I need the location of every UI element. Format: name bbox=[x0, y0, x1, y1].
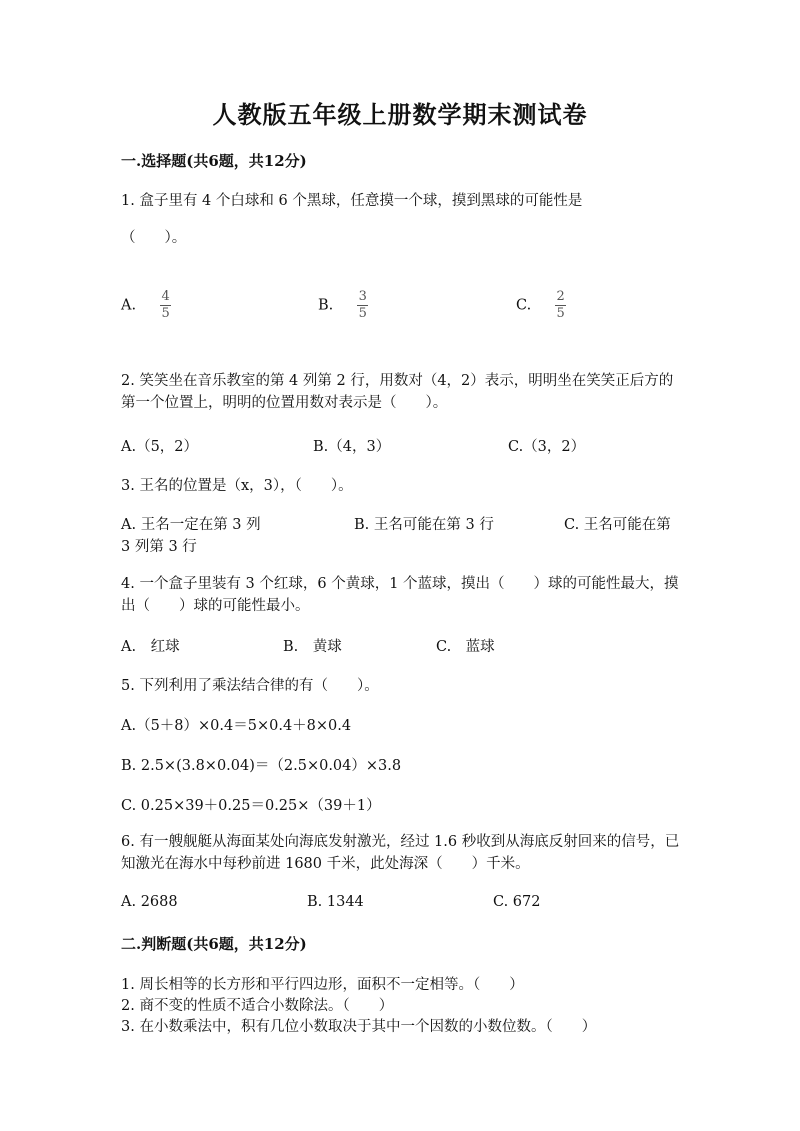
question-1-text: 1. 盒子里有 4 个白球和 6 个黑球，任意摸一个球，摸到黑球的可能性是 bbox=[121, 193, 583, 209]
judge-item-1: 1. 周长相等的长方形和平行四边形，面积不一定相等。（ ） bbox=[121, 977, 524, 993]
question-4-option-b: B. 黄球 bbox=[283, 639, 342, 655]
question-6-option-c: C. 672 bbox=[493, 894, 541, 910]
question-2-text: 2. 笑笑坐在音乐教室的第 4 列第 2 行，用数对（4，2）表示，明明坐在笑笑正后方的第一个位置上，明明的位置用数对表示是（ ）。 bbox=[121, 373, 674, 411]
question-5-option-c: C. 0.25×39＋0.25＝0.25×（39＋1） bbox=[121, 798, 381, 814]
question-4-option-c: C. 蓝球 bbox=[436, 639, 495, 655]
question-3-text: 3. 王名的位置是（x，3），（ ）。 bbox=[121, 478, 353, 494]
question-3-option-c: C. 王名可能在第 bbox=[564, 517, 671, 533]
question-5-option-b: B. 2.5×(3.8×0.04)＝（2.5×0.04）×3.8 bbox=[121, 758, 402, 774]
page-title: 人教版五年级上册数学期末测试卷 bbox=[212, 100, 588, 129]
question-4-text: 4. 一个盒子里装有 3 个红球，6 个黄球，1 个蓝球，摸出（ ）球的可能性最大，摸出（ ）球的可能性最小。 bbox=[121, 576, 679, 614]
question-2-option-b: B.（4，3） bbox=[313, 439, 391, 455]
section-heading-choice: 一.选择题(共6题，共12分) bbox=[121, 152, 307, 170]
question-4-option-a: A. 红球 bbox=[121, 639, 180, 655]
question-3-option-a: A. 王名一定在第 3 列 bbox=[121, 517, 261, 533]
judge-item-3: 3. 在小数乘法中，积有几位小数取决于其中一个因数的小数位数。（ ） bbox=[121, 1019, 597, 1035]
question-6-text: 6. 有一艘舰艇从海面某处向海底发射激光，经过 1.6 秒收到从海底反射回来的信号，已知激光在海水中每秒前进 1680 千米，此处海深（ ）千米。 bbox=[121, 834, 680, 872]
question-1-option-c: C. $\frac{2}{5}$ bbox=[516, 289, 565, 321]
judge-item-2: 2. 商不变的性质不适合小数除法。（ ） bbox=[121, 998, 394, 1014]
fraction: $\frac{2}{5}$ bbox=[556, 289, 565, 321]
question-6-option-b: B. 1344 bbox=[307, 894, 364, 910]
question-3-option-b: B. 王名可能在第 3 行 bbox=[354, 517, 494, 533]
section-heading-judge: 二.判断题(共6题，共12分) bbox=[121, 935, 307, 953]
question-5-option-a: A.（5＋8）×0.4＝5×0.4＋8×0.4 bbox=[121, 718, 352, 734]
question-6-option-a: A. 2688 bbox=[121, 894, 178, 910]
question-1-option-a: A. $\frac{4}{5}$ bbox=[121, 289, 170, 321]
question-5-text: 5. 下列利用了乘法结合律的有（ ）。 bbox=[121, 678, 379, 694]
fraction: $\frac{4}{5}$ bbox=[161, 289, 170, 321]
question-2-option-c: C.（3，2） bbox=[508, 439, 586, 455]
question-3-option-c-cont: 3 列第 3 行 bbox=[121, 539, 197, 555]
question-1-option-b: B. $\frac{3}{5}$ bbox=[318, 289, 367, 321]
fraction: $\frac{3}{5}$ bbox=[358, 289, 367, 321]
question-2-option-a: A.（5，2） bbox=[121, 439, 199, 455]
question-1-text-cont: （ ）。 bbox=[121, 230, 187, 246]
